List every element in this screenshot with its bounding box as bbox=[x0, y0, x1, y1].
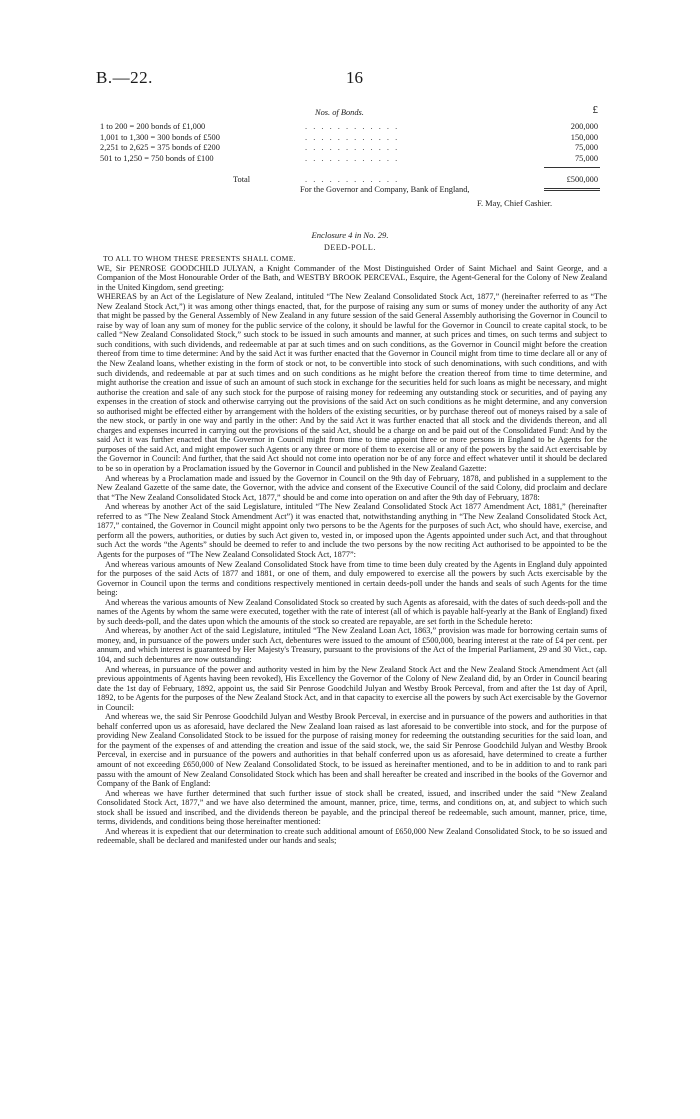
paragraph: WHEREAS by an Act of the Legislature of New Zealand, intituled “The New Zealand Consolidated Stock Act, 1877,” (hereinafter referred to as “The New Zealand Stock Act,”) it was among other things enacted, that, for the purpose of raising any sum or sums of money under the authority of any Act that might be passed by the General Assembly of New Zealand in any future session of the said General Assembly authorising the Governor in Council to raise by way of loan any sum of money for the public service of the colony, it should be lawful for the Governor in Council to create capital stock, to be called “New Zealand Consolidated Stock,” such stock to be issued in such amounts and manner, at such prices and times, on such terms and subject to such conditions, with such dividends, and redeemable at par at such times and on such conditions, as the Governor in Council might before the creation thereof from time to time determine: And by the said Act it was further enacted that the Governor in Council might from time to time declare all or any of the New Zealand loans, whether existing in the form of stock or not, to be convertible into stock of such denominations, with such conditions, and with such dividends, and redeemable at par at such times and on such conditions as he might before the creation thereof from time to time determine, and might authorise the creation and issue of such an amount of such stock in exchange for the securities held for such loans as might be necessary, and might authorise the creation and sale of any such stock for the purpose of raising money for redeeming any outstanding stock or securities, and of paying any expenses in the creation of stock and otherwise carrying out the provisions of the said Act on such conditions as he might determine, and any conversion so authorised might be effected either by arrangement with the holders of the existing securities, or by purchase thereof out of moneys raised by a sale of the new stock, or partly in one way and partly in the other: And by the said Act it was further enacted that all stock and the dividends thereon, and all charges and expenses incurred in carrying out the provisions of the said Act, should be a charge on and be paid out of the Consolidated Fund: And by the said Act it was further enacted that the Governor in Council might from time to time appoint three or more persons in England to be Agents for the purposes of the said Act, and might empower such Agents or any three or more of them to exercise all or any of the powers by the said Act exercisable by the Governor in Council: And further, that the said Act should not come into operation nor be of any force and effect whatever until it should be declared to be so in operation by a Proclamation issued by the Governor in Council and published in the New Zealand Gazette: bbox=[97, 292, 607, 474]
total-rule bbox=[544, 188, 600, 189]
paragraph: And whereas we, the said Sir Penrose Goodchild Julyan and Westby Brook Perceval, in exercise and in pursuance of the powers and authorities in that behalf conferred upon us as aforesaid, have declared the New Zealand loan raised as last aforesaid to be convertible into stock, and for the purpose of providing New Zealand Consolidated Stock to be issued for the purpose of raising money for redeeming the outstanding securities for the said loan, and for the payment of the expenses of and attending the creation and issue of the said stock, we, the said Sir Penrose Goodchild Julyan and Westby Brook Perceval, in exercise and in pursuance of the powers and authorities in that behalf conferred upon us as aforesaid, have determined to create a further amount of not exceeding £650,000 of New Zealand Consolidated Stock, to be issued as hereinafter mentioned, and to be in addition to and to rank pari passu with the amount of New Zealand Consolidated Stock which has been and shall hereafter be created and inscribed in the books of the Governor and Company of the Bank of England: bbox=[97, 712, 607, 789]
paragraph: And whereas various amounts of New Zealand Consolidated Stock have from time to time been duly created by the Agents in England duly appointed for the purposes of the said Acts of 1877 and 1881, or one of them, and duly empowered to exercise all the powers by such Acts exercisable by the Governor in Council upon the terms and conditions respectively mentioned in certain deeds-poll under the hands and seals of such Agents for the time being: bbox=[97, 559, 607, 598]
leader-dots: . . . . . . . . . . . . bbox=[305, 175, 400, 184]
bond-range: 1,001 to 1,300 = 300 bonds of £500 bbox=[100, 132, 220, 142]
total-label: Total bbox=[233, 175, 251, 184]
paragraph: And whereas it is expedient that our determination to create such additional amount of £650,000 New Zealand Consolidated Stock, to be so issued and redeemable, shall be declared and manifested under our hands and seals; bbox=[97, 826, 607, 846]
page-number: 16 bbox=[346, 68, 363, 87]
bond-amount: 75,000 bbox=[574, 153, 598, 163]
bonds-table-header bbox=[100, 104, 600, 122]
currency-symbol: £ bbox=[592, 104, 598, 116]
paragraph: And whereas by a Proclamation made and issued by the Governor in Council on the 9th day of February, 1878, and published in a supplement to the New Zealand Gazette of the same date, the Governor, with the advice and consent of the Executive Council of the said Colony, did proclaim and declare that “The New Zealand Consolidated Stock Act, 1877,” should be and come into operation on and after the 9th day of February, 1878: bbox=[97, 473, 607, 502]
bond-amount: 75,000 bbox=[574, 143, 598, 152]
salutation: TO ALL TO WHOM THESE PRESENTS SHALL COME. bbox=[103, 254, 296, 263]
bond-range: 1 to 200 = 200 bonds of £1,000 bbox=[100, 122, 206, 131]
paragraph: And whereas by another Act of the said Legislature, intituled “The New Zealand Consolidated Stock Act 1877 Amendment Act, 1881,” (hereinafter referred to as “The New Zealand Stock Amendment Act”) it was enacted that, notwithstanding anything in “The New Zealand Consolidated Stock Act, 1877,” contained, the Governor in Council might appoint only two persons to be the Agents for the purposes of such Act, who should have, exercise, and perform all the powers, authorities, or duties by such Act given to, vested in, or imposed upon the Agents appointed under such Act, and that throughout such Act the words “the Agents” should be deemed to refer to and include the two persons by the now reciting Act authorised to be appointed to be the Agents for the purposes of “The New Zealand Consolidated Stock Act, 1877”: bbox=[97, 502, 607, 559]
table-row bbox=[100, 143, 600, 154]
page-identifier: B.—22. bbox=[96, 68, 153, 87]
table-row bbox=[100, 133, 600, 144]
deed-heading: DEED-POLL. bbox=[324, 243, 376, 252]
bond-range: 501 to 1,250 = 750 bonds of £100 bbox=[100, 153, 214, 163]
paragraph: And whereas we have further determined that such further issue of stock shall be created, issued, and inscribed under the said “New Zealand Consolidated Stock Act, 1877,” and we have also determined the amount, manner, price, time, terms, and conditions on, at, and subject to which such stock shall be issued and inscribed, and the dividends thereon be payable, and the principal thereof be redeemable, such amount, manner, price, time, terms, dividends, and conditions being those hereinafter mentioned: bbox=[97, 788, 607, 827]
paragraph: WE, Sir PENROSE GOODCHILD JULYAN, a Knight Commander of the Most Distinguished Order of Saint Michael and Saint George, and a Companion of the Most Honourable Order of the Bath, and WESTBY BROOK PERCEVAL, Esquire, the Agent-General for the Colony of New Zealand in the United Kingdom, send greeting: bbox=[97, 263, 607, 292]
deed-body bbox=[97, 254, 607, 846]
leader-dots: . . . . . . . . . . . . bbox=[305, 132, 400, 142]
table-row bbox=[100, 154, 600, 165]
bond-range: 2,251 to 2,625 = 375 bonds of £200 bbox=[100, 143, 220, 152]
paragraph: And whereas, by another Act of the said Legislature, intituled “The New Zealand Loan Act, 1863,” provision was made for borrowing certain sums of money, and, in pursuance of the powers under such Act, debentures were issued to the amount of £500,000, bearing interest at the rate of £4 per cent. per annum, and which interest is guaranteed by Her Majesty's Treasury, pursuant to the provisions of the Act of the Imperial Parliament, 29 and 30 Vict., cap. 104, and such debentures are now outstanding: bbox=[97, 626, 607, 664]
enclosure-heading: Enclosure 4 in No. 29. bbox=[311, 230, 389, 240]
paragraph: And whereas, in pursuance of the power and authority vested in him by the New Zealand Stock Act and the New Zealand Stock Amendment Act (all previous appointments of Agents having been revoked), His Excellency the Governor of the Colony of New Zealand did, by an Order in Council bearing date the 1st day of February, 1892, appoint us, the said Sir Penrose Goodchild Julyan and Westby Brook Perceval, from and after the 1st day of April, 1892, to be Agents for the purposes of the New Zealand Stock Act, and in that capacity to exercise all the powers by such Act exercisable by the Governor in Council: bbox=[97, 664, 607, 712]
signatory: F. May, Chief Cashier. bbox=[477, 199, 553, 208]
bonds-table bbox=[100, 104, 600, 191]
leader-dots: . . . . . . . . . . . . bbox=[305, 153, 400, 163]
signoff-line: For the Governor and Company, Bank of England, bbox=[300, 185, 470, 194]
bond-amount: 200,000 bbox=[570, 122, 598, 131]
table-row bbox=[100, 122, 600, 133]
bonds-column-header: Nos. of Bonds. bbox=[315, 108, 364, 117]
bond-amount: 150,000 bbox=[570, 132, 598, 142]
sum-rule bbox=[544, 167, 600, 168]
paragraph: And whereas the various amounts of New Zealand Consolidated Stock so created by such Agents as aforesaid, with the dates of such deeds-poll and the names of the Agents by whom the same were executed, together with the rate of interest (all of which is payable half-yearly at the Bank of England) fixed by such deeds-poll, and the dates upon which the amounts of the stock so created are repayable, are set forth in the Schedule hereto: bbox=[97, 597, 607, 626]
total-amount: £500,000 bbox=[566, 175, 598, 184]
leader-dots: . . . . . . . . . . . . bbox=[305, 143, 400, 152]
total-double-rule bbox=[544, 190, 600, 191]
leader-dots: . . . . . . . . . . . . bbox=[305, 122, 400, 131]
